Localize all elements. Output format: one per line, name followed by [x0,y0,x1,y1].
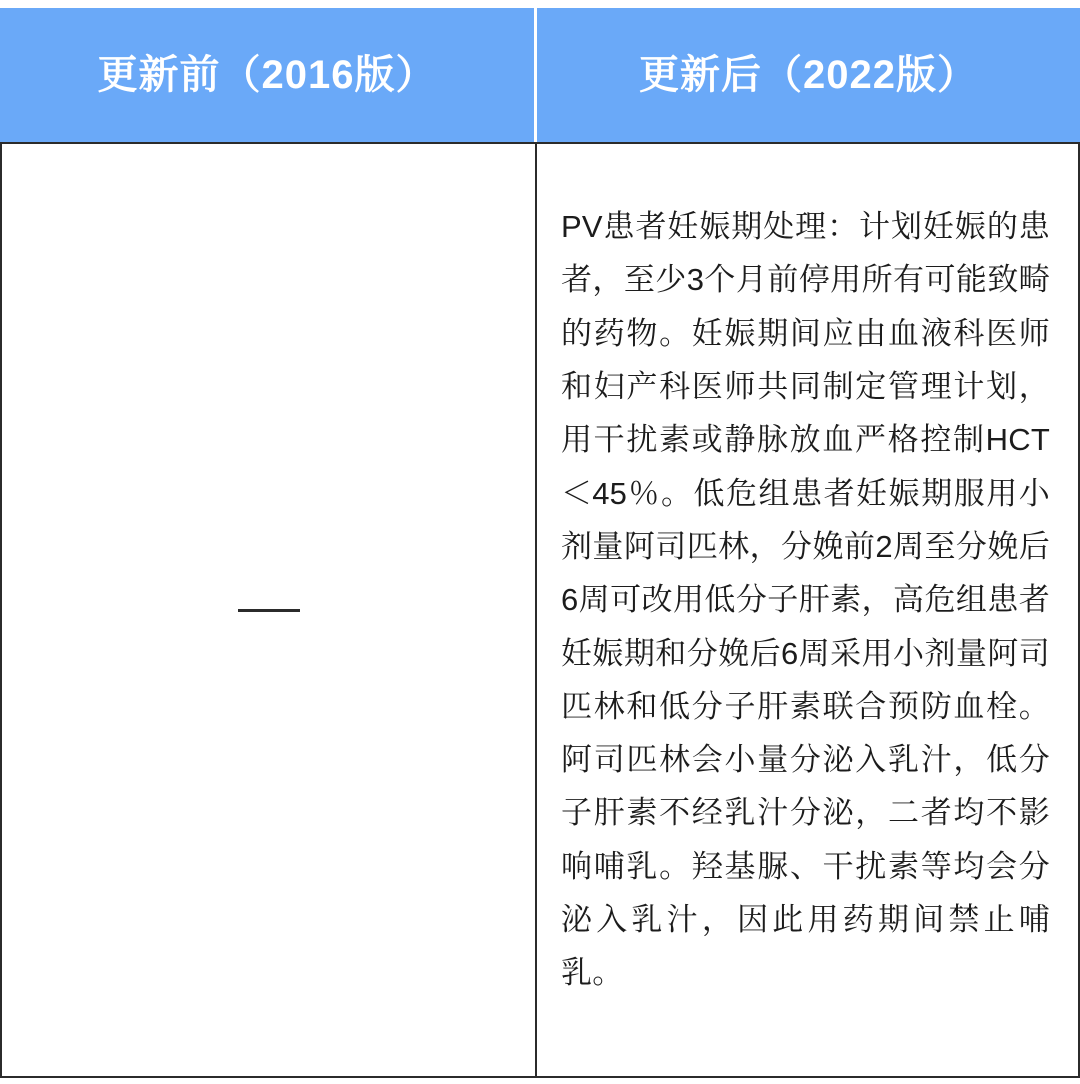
column-header-after [537,8,1080,142]
column-header-before-label: 更新前（2016版） [97,53,437,97]
column-header-before [0,8,537,142]
table-header-row [0,8,1080,142]
cell-before [0,144,537,1078]
column-header-after-label: 更新后（2022版） [639,53,978,97]
empty-dash-marker [238,609,300,612]
cell-after-text: PV患者妊娠期处理：计划妊娠的患者，至少3个月前停用所有可能致畸的药物。妊娠期间应由血液科医师和妇产科医师共同制定管理计划，用干扰素或静脉放血严格控制HCT＜45％。低危组患者妊娠期服用小剂量阿司匹林，分娩前2周至分娩后6周可改用低分子肝素，高危组患者妊娠期和分娩后6周采用小剂量阿司匹林和低分子肝素联合预防血栓。阿司匹林会小量分泌入乳汁，低分子肝素不经乳汁分泌，二者均不影响哺乳。羟基脲、干扰素等均会分泌入乳汁，因此用药期间禁止哺乳。 [561,209,1050,991]
cell-after [537,144,1080,1078]
table-row [0,142,1080,1078]
comparison-table [0,8,1080,1078]
